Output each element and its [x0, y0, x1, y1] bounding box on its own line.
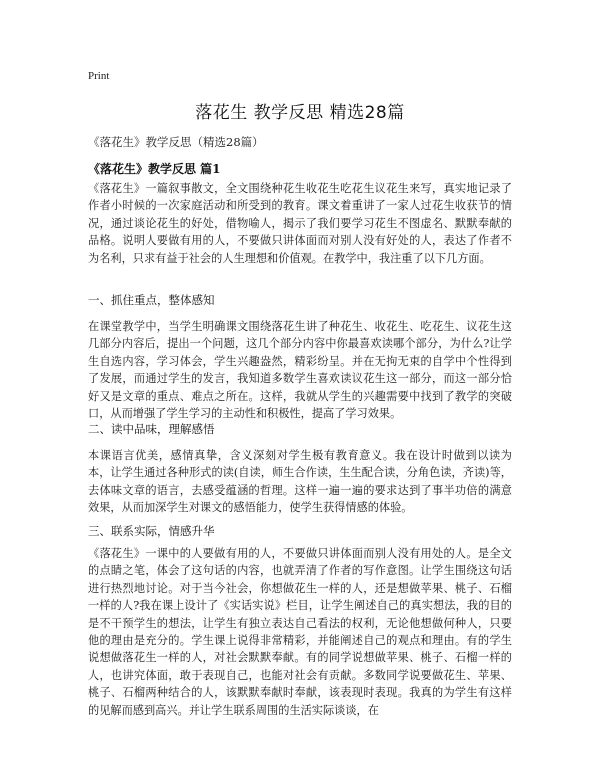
paragraph-focus: 在课堂教学中，当学生明确课文围绕落花生讲了种花生、收花生、吃花生、议花生这几部分内容后，提出一个问题，这几个部分内容中你最喜欢读哪个部分，为什么?让学生自选内容，学习体会，学生兴趣盎然，精彩纷呈。并在无拘无束的自学中个性得到了发展，而通过学生的发言，我知道多数学生喜欢读议花生这一部分，而这一部分恰好又是文章的重点、难点之所在。这样，我就从学生的兴趣需要中找到了教学的突破口，从而增强了学生学习的主动性和积极性，提高了学习效果。	[88, 320, 512, 421]
page-title: 落花生 教学反思 精选28篇	[195, 103, 405, 123]
paragraph-reading: 本课语言优美，感情真挚，含义深刻对学生极有教育意义。我在设计时做到以读为本，让学生通过各种形式的读(自读，师生合作读，生生配合读，分角色读，齐读)等，去体味文章的语言，去感受蕴涵的哲理。这样一遍一遍的要求达到了事半功倍的满意效果，从而加深学生对课文的感悟能力，使学生获得情感的体验。	[88, 449, 512, 515]
subheading-reading: 二、读中品味，理解感悟	[88, 422, 215, 436]
subheading-focus: 一、抓住重点，整体感知	[88, 293, 215, 307]
section-heading: 《落花生》教学反思 篇1	[88, 162, 221, 176]
document-subtitle: 《落花生》教学反思（精选28篇）	[88, 135, 264, 149]
paragraph-intro: 《落花生》一篇叙事散文，全文围绕种花生收花生吃花生议花生来写，真实地记录了作者小时候的一次家庭活动和所受到的教育。课文着重讲了一家人过花生收获节的情况，通过谈论花生的好处，借物喻人，揭示了我们要学习花生不图虚名、默默奉献的品格。说明人要做有用的人，不要做只讲体面而对别人没有好处的人，表达了作者不为名利，只求有益于社会的人生理想和价值观。在教学中，我注重了以下几方面。	[88, 182, 512, 265]
paragraph-practice: 《落花生》一课中的人要做有用的人，不要做只讲体面而别人没有用处的人。是全文的点睛之笔，体会了这句话的内容，也就弄清了作者的写作意图。让学生围绕这句话进行热烈地讨论。对于当今社会，你想做花生一样的人，还是想做苹果、桃子、石榴一样的人?我在课上设计了《实话实说》栏目，让学生阐述自己的真实想法，我的目的是不干预学生的想法，让学生有独立表达自己看法的权利，无论他想做何种人，只要他的理由是充分的。学生课上说得非常精彩，并能阐述自己的观点和理由。有的学生说想做落花生一样的人，对社会默默奉献。有的同学说想做苹果、桃子、石榴一样的人，也讲究体面，敢于表现自己，也能对社会有贡献。多数同学说要做花生、苹果、桃子、石榴两种结合的人，该默默奉献时奉献，该表现时表现。我真的为学生有这样的见解而感到高兴。并让学生联系周围的生活实际谈谈，在	[88, 547, 512, 717]
print-link[interactable]: Print	[88, 70, 110, 82]
subheading-practice: 三、联系实际，情感升华	[88, 524, 215, 538]
